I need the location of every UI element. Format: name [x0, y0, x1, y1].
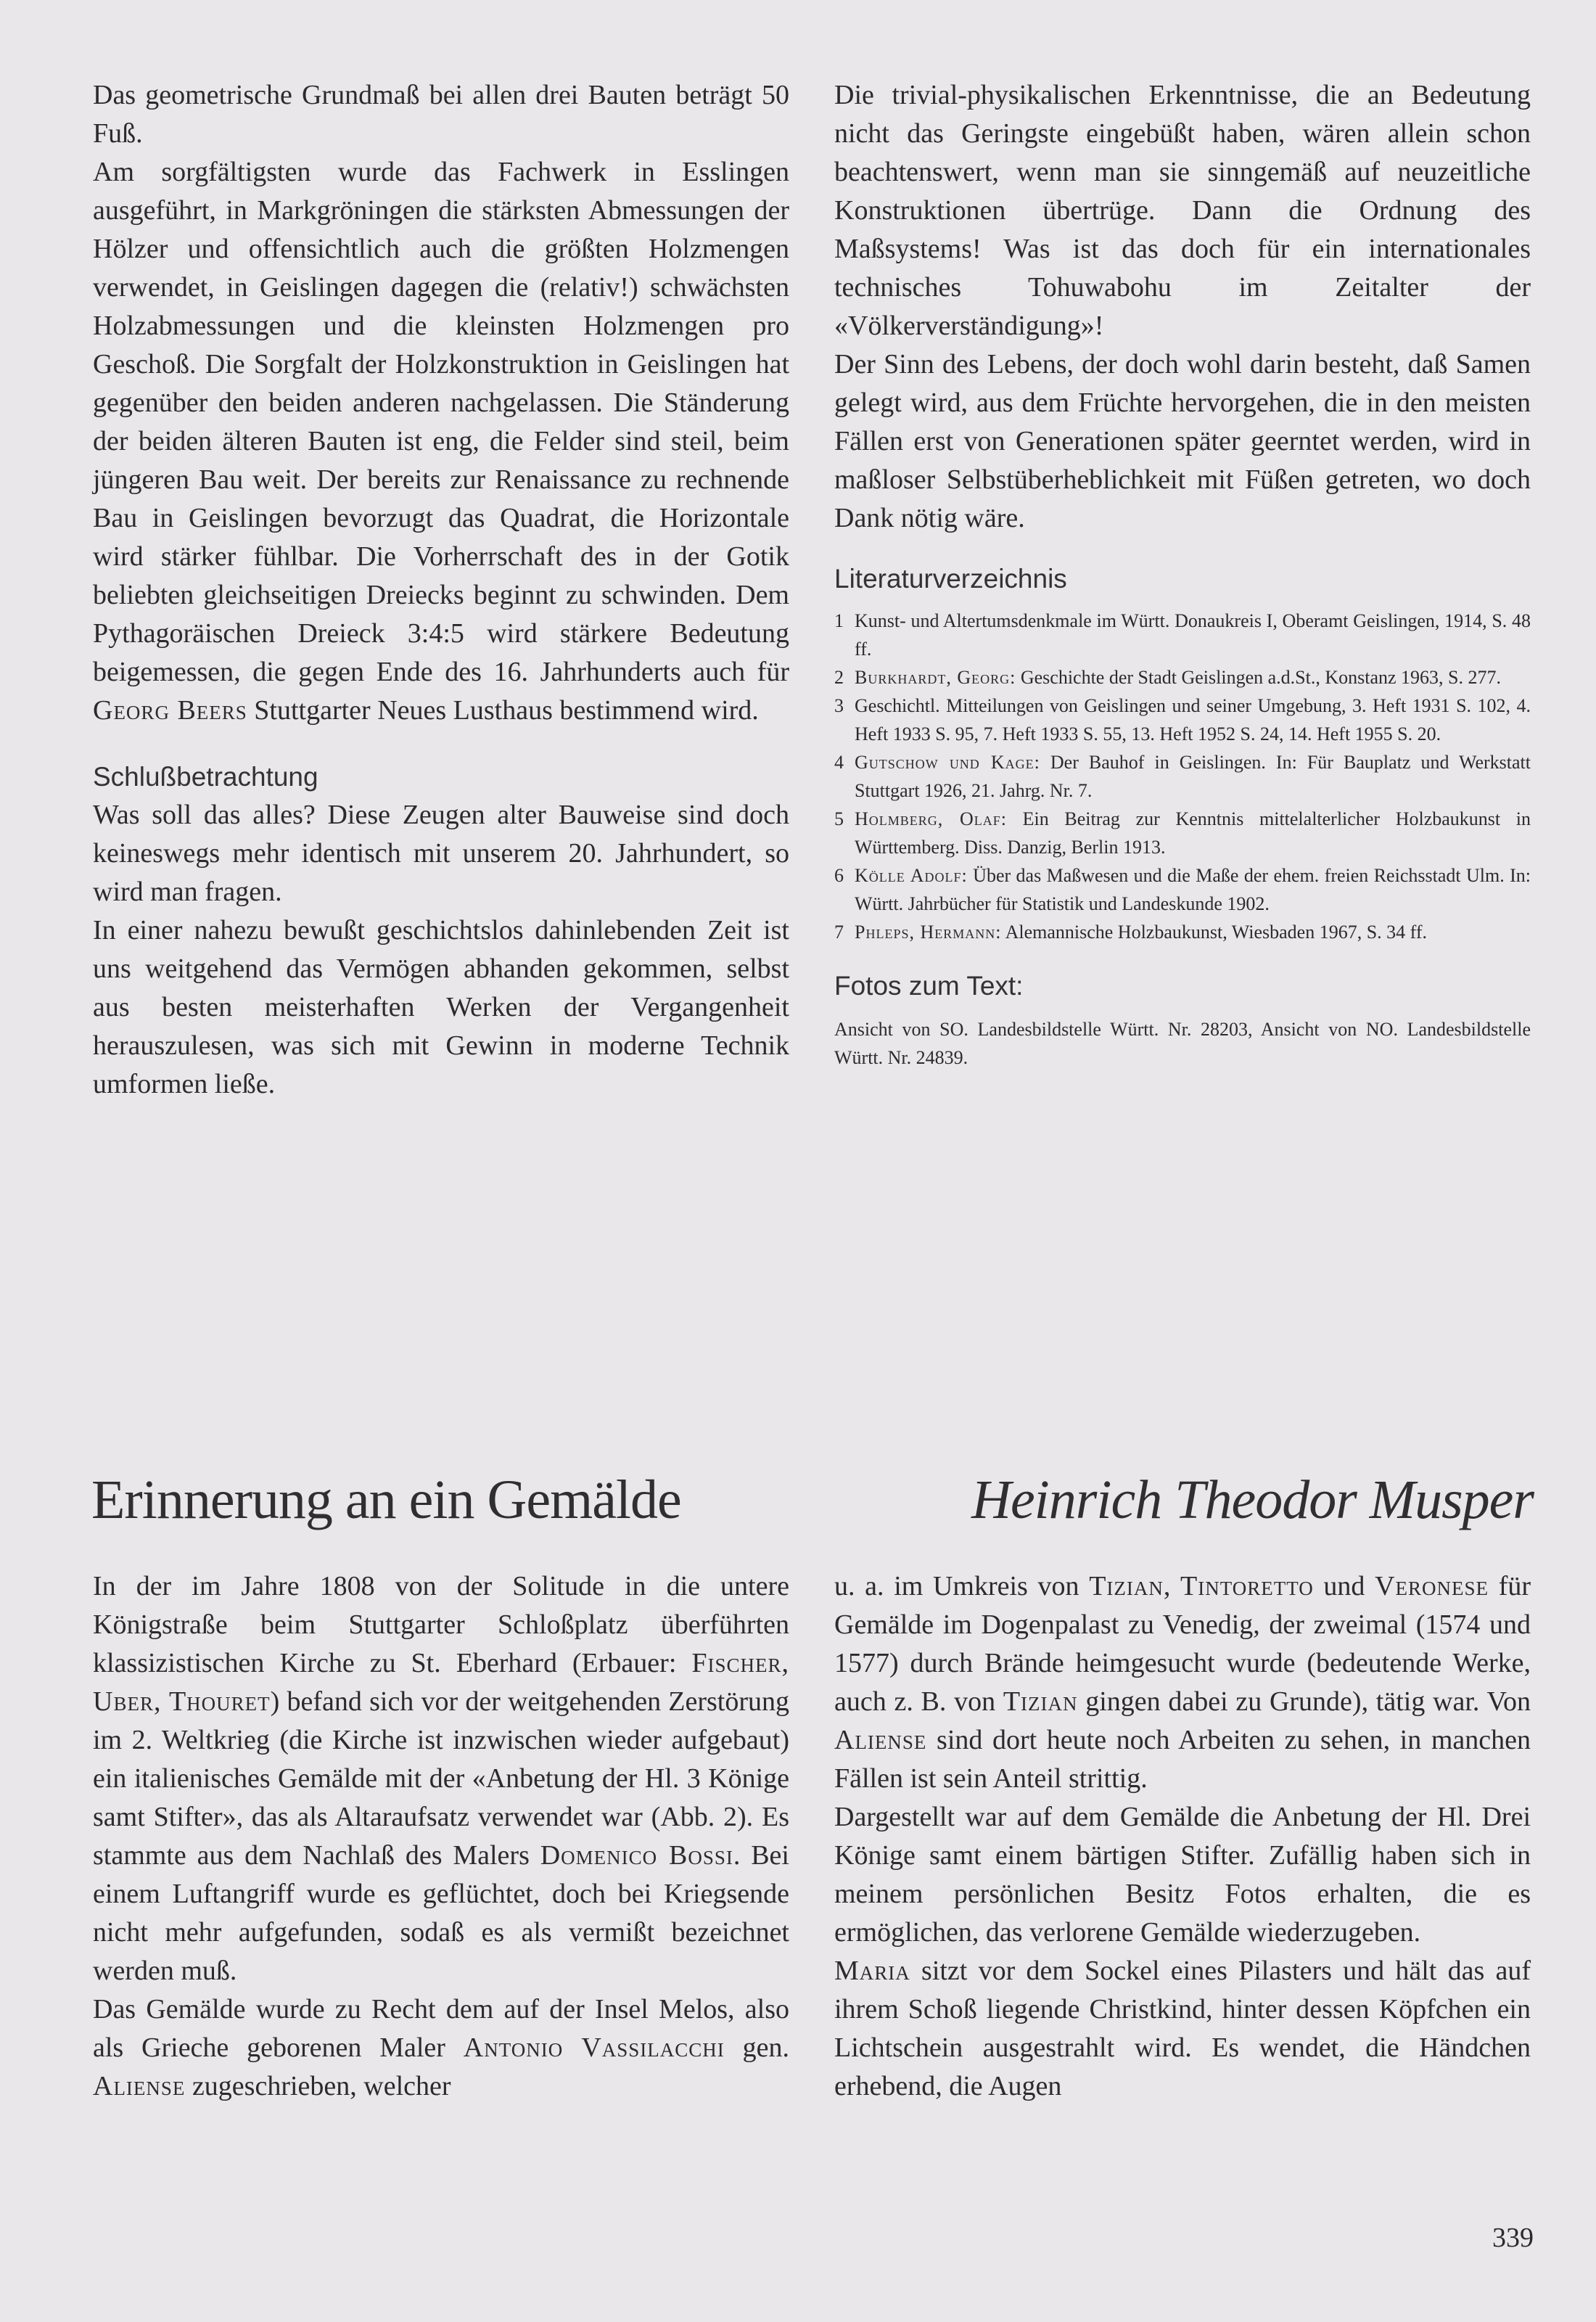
- text-span: In der im Jahre 1808 von der Solitude in die untere Königstraße beim Stuttgarter Schloßplatz überführten klassizistischen Kirche zu St. Eberhard (Erbauer:: [93, 1571, 789, 1678]
- text-span: sitzt vor dem Sockel eines Pilasters und hält das auf ihrem Schoß liegende Christkind, hinter dessen Köpfchen ein Lichtschein ausgestrahlt wird. Es wendet, die Händchen erhebend, die Augen: [834, 1956, 1531, 2101]
- entry-text: Ein Beitrag zur Kenntnis mittelalterlicher Holzbaukunst in Württemberg. Diss. Danzig, Berlin 1913.: [855, 808, 1531, 858]
- person-name: Antonio Vassilacchi: [463, 2032, 725, 2063]
- entry-number: 5: [834, 808, 844, 829]
- person-name: Tintoretto: [1180, 1571, 1314, 1601]
- entry-author: Phleps, Hermann:: [855, 922, 1002, 943]
- person-name: Maria: [834, 1956, 910, 1986]
- entry-text: Geschichte der Stadt Geislingen a.d.St., Konstanz 1963, S. 277.: [1020, 667, 1502, 688]
- photo-credits-heading: Fotos zum Text:: [834, 971, 1024, 1001]
- person-names: Fischer, Uber, Thouret: [93, 1648, 789, 1717]
- text-span: Stuttgarter Neues Lusthaus bestimmend wird.: [254, 695, 759, 726]
- entry-text: Geschichtl. Mitteilungen von Geislingen und seiner Umgebung, 3. Heft 1931 S. 102, 4. Heft 1933 S. 95, 7. Heft 1933 S. 55, 13. Heft 1952 S. 24, 14. Heft 1955 S. 20.: [855, 695, 1531, 744]
- text-span: Das Gemälde wurde zu Recht dem auf der Insel Melos, also als Grieche geborenen Maler: [93, 1994, 789, 2063]
- text-span: sind dort heute noch Arbeiten zu sehen, in manchen Fällen ist sein Anteil strittig.: [834, 1725, 1531, 1794]
- paragraph: Was soll das alles? Diese Zeugen alter Bauweise sind doch keineswegs mehr identisch mit unserem 20. Jahrhundert, so wird man fragen.: [93, 800, 789, 907]
- person-name: Tizian: [1089, 1571, 1164, 1601]
- left-bottom-column: [93, 1567, 789, 2106]
- photo-credits-text: Ansicht von SO. Landesbildstelle Württ. Nr. 28203, Ansicht von NO. Landesbildstelle Württ. Nr. 24839.: [834, 1019, 1531, 1068]
- text-span: u. a. im Umkreis von: [834, 1571, 1090, 1601]
- paragraph: Der Sinn des Lebens, der doch wohl darin besteht, daß Samen gelegt wird, aus dem Früchte hervorgehen, die in den meisten Fällen erst von Generationen später geerntet werden, wird in maßloser Selbstüberheblichkeit mit Füßen getreten, wo doch Dank nötig wäre.: [834, 349, 1531, 533]
- paragraph: Dargestellt war auf dem Gemälde die Anbetung der Hl. Drei Könige samt einem bärtigen Stifter. Zufällig haben sich in meinem persönlichen Besitz Fotos erhalten, die es ermöglichen, das verlorene Gemälde wiederzugeben.: [834, 1802, 1531, 1948]
- person-name: Domenico Bossi: [540, 1840, 733, 1871]
- paragraph: In einer nahezu bewußt geschichtslos dahinlebenden Zeit ist uns weitgehend das Vermögen abhanden gekommen, selbst aus besten meisterhaften Werken der Vergangenheit herauszulesen, was sich mit Gewinn in moderne Technik umformen ließe.: [93, 915, 789, 1099]
- paragraph: Das geometrische Grundmaß bei allen drei Bauten beträgt 50 Fuß.: [93, 80, 789, 149]
- person-name: Tizian: [1003, 1686, 1078, 1717]
- text-span: und: [1313, 1571, 1375, 1601]
- text-span: ) befand sich vor der weitgehenden Zerstörung im 2. Weltkrieg (die Kirche ist inzwischen wieder aufgebaut) ein italienisches Gemälde mit der «Anbetung der Hl. 3 Könige samt Stifter», das als Altaraufsatz verwendet war (Abb. 2). Es stammte aus dem Nachlaß des Malers: [93, 1686, 790, 1871]
- person-name: Aliense: [834, 1725, 927, 1755]
- text-span: ,: [1163, 1571, 1181, 1601]
- text-span: . Bei einem Luftangriff wurde es geflüchtet, doch bei Kriegsende nicht mehr aufgefunden, sodaß es als vermißt bezeichnet werden muß.: [93, 1840, 789, 1986]
- bibliography-entry: [834, 748, 1531, 805]
- text-span: gen.: [724, 2032, 790, 2063]
- bibliography-entry: [834, 663, 1531, 692]
- paragraph: [834, 1952, 1531, 2106]
- left-top-column: [93, 76, 789, 1104]
- text-span: für Gemälde im Dogenpalast zu Venedig, der zweimal (1574 und 1577) durch Brände heimgesucht wurde (bedeutende Werke, auch z. B. von: [834, 1571, 1531, 1717]
- entry-author: Burkhardt, Georg:: [855, 667, 1016, 688]
- article-author: Heinrich Theodor Musper: [971, 1469, 1534, 1530]
- entry-author: Gutschow und Kage:: [855, 752, 1040, 773]
- paragraph: [93, 1567, 789, 1990]
- entry-number: 7: [834, 922, 844, 943]
- article-title: Erinnerung an ein Gemälde: [91, 1469, 681, 1530]
- entry-text: Der Bauhof in Geislingen. In: Für Bauplatz und Werkstatt Stuttgart 1926, 21. Jahrg. Nr. 7.: [855, 752, 1531, 801]
- text-span: Am sorgfältigsten wurde das Fachwerk in Esslingen ausgeführt, in Markgröningen die stärksten Abmessungen der Hölzer und offensichtlich auch die größten Holzmengen verwendet, in Geislingen dagegen die (relativ!) schwächsten Holzabmessungen und die kleinsten Holzmengen pro Geschoß. Die Sorgfalt der Holzkonstruktion in Geislingen hat gegenüber den beiden anderen nachgelassen. Die Ständerung der beiden älteren Bauten ist eng, die Felder sind steil, beim jüngeren Bau weit. Der bereits zur Renaissance zu rechnende Bau in Geislingen bevorzugt das Quadrat, die Horizontale wird stärker fühlbar. Die Vorherrschaft des in der Gotik beliebten gleichseitigen Dreiecks beginnt zu schwinden. Dem Pythagoräischen Dreieck 3:4:5 wird stärkere Bedeutung beigemessen, die gegen Ende des 16. Jahrhunderts auch für: [93, 157, 789, 687]
- right-bottom-column: [834, 1567, 1531, 2106]
- section-heading: Schlußbetrachtung: [93, 762, 318, 792]
- paragraph: [93, 153, 789, 730]
- entry-text: Alemannische Holzbaukunst, Wiesbaden 1967, S. 34 ff.: [1005, 922, 1428, 943]
- page-number: 339: [1492, 2223, 1534, 2253]
- entry-number: 2: [834, 667, 844, 688]
- person-name: Georg Beers: [93, 695, 247, 726]
- text-span: gingen dabei zu Grunde), tätig war. Von: [1077, 1686, 1531, 1717]
- paragraph: [93, 1990, 789, 2106]
- entry-number: 3: [834, 695, 844, 716]
- paragraph: [834, 1567, 1531, 1798]
- entry-number: 6: [834, 865, 844, 886]
- bibliography-list: [834, 607, 1531, 946]
- entry-text: Über das Maßwesen und die Maße der ehem. freien Reichsstadt Ulm. In: Württ. Jahrbücher für Statistik und Landeskunde 1902.: [855, 865, 1531, 914]
- bibliography-entry: [834, 918, 1531, 946]
- bibliography-entry: [834, 607, 1531, 663]
- bibliography-entry: [834, 805, 1531, 861]
- person-name: Veronese: [1375, 1571, 1489, 1601]
- bibliography-entry: [834, 861, 1531, 918]
- text-span: zugeschrieben, welcher: [185, 2071, 451, 2101]
- bibliography-heading: Literaturverzeichnis: [834, 564, 1067, 594]
- bibliography-entry: [834, 692, 1531, 748]
- entry-author: Kölle Adolf:: [855, 865, 968, 886]
- entry-author: Holmberg, Olaf:: [855, 808, 1007, 829]
- right-top-column: [834, 76, 1531, 1072]
- person-name: Aliense: [93, 2071, 186, 2101]
- paragraph: Die trivial-physikalischen Erkenntnisse, die an Bedeutung nicht das Geringste eingebüßt haben, wären allein schon beachtenswert, wenn man sie sinngemäß auf neuzeitliche Konstruktionen übertrüge. Dann die Ordnung des Maßsystems! Was ist das doch für ein internationales technisches Tohuwabohu im Zeitalter der «Völkerverständigung»!: [834, 80, 1531, 341]
- entry-number: 4: [834, 752, 844, 773]
- entry-number: 1: [834, 610, 844, 631]
- entry-text: Kunst- und Altertumsdenkmale im Württ. Donaukreis I, Oberamt Geislingen, 1914, S. 48 ff.: [855, 610, 1531, 660]
